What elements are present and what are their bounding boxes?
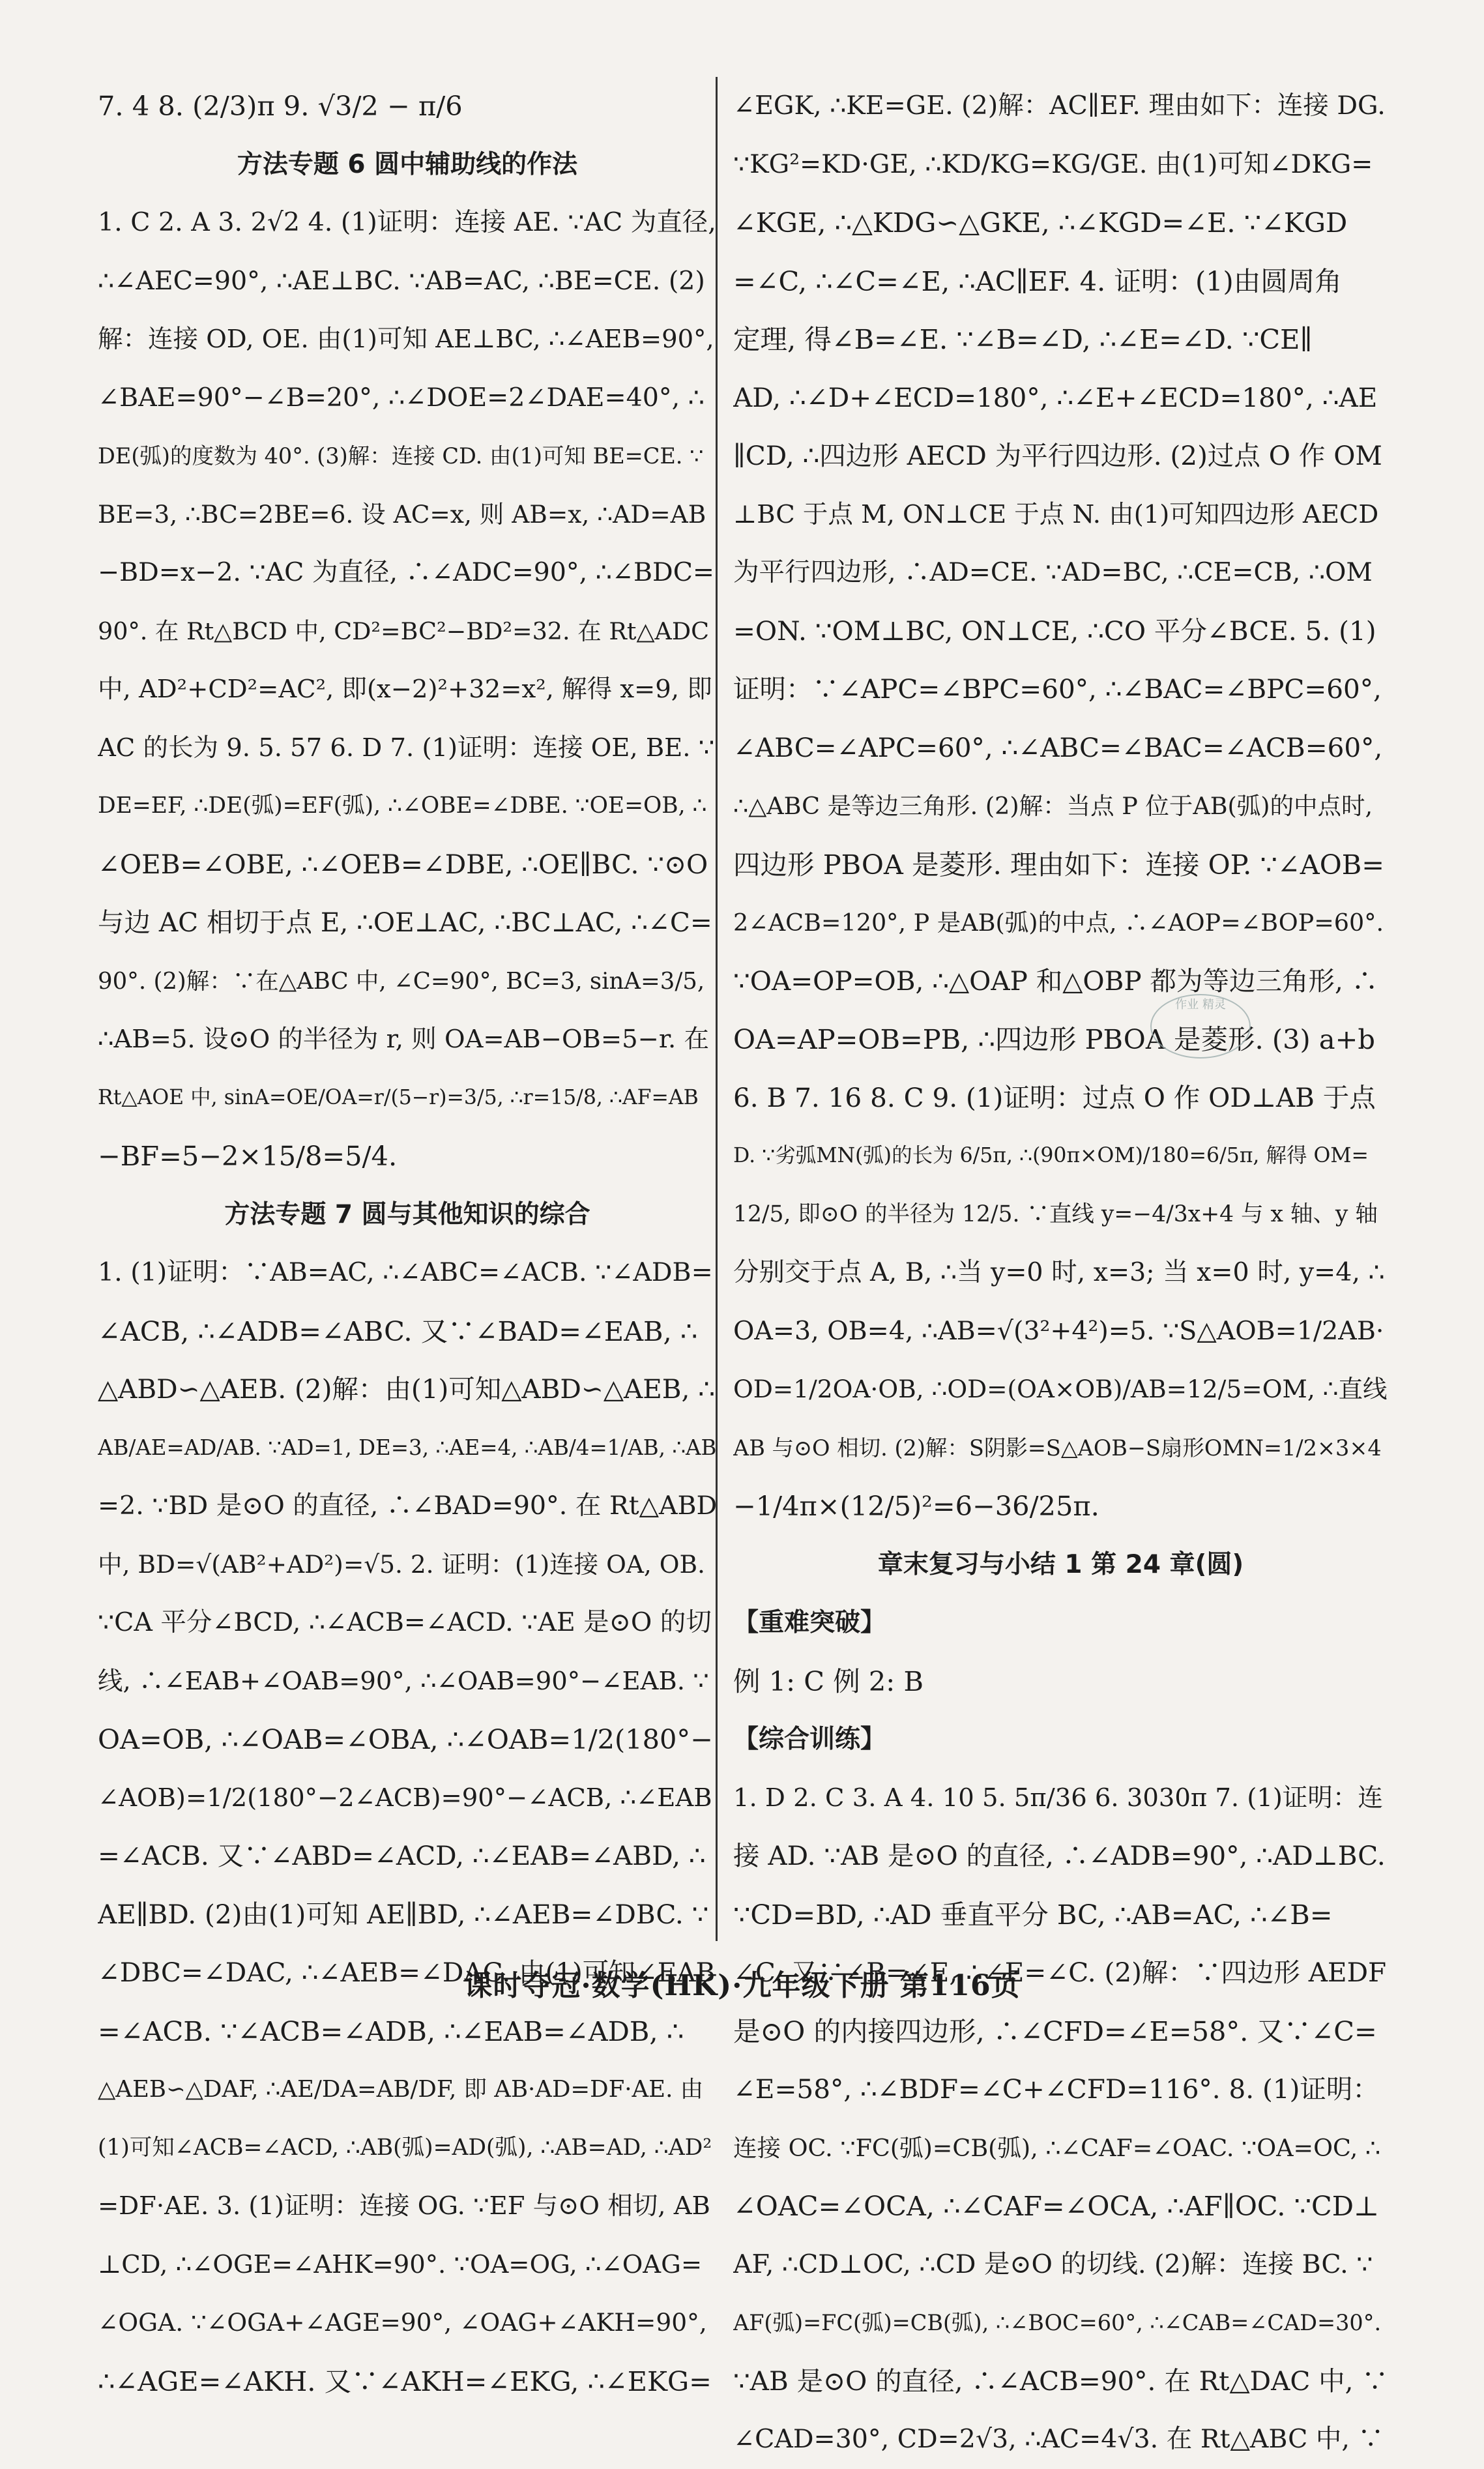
section-heading: 方法专题 6 圆中辅助线的作法	[237, 149, 578, 179]
text-line: DE(弧)的度数为 40°. (3)解：连接 CD. 由(1)可知 BE=CE. ∵	[98, 443, 704, 469]
text-line: ∠E=58°, ∴∠BDF=∠C+∠CFD=116°. 8. (1)证明：	[733, 2073, 1379, 2105]
text-line: AD, ∴∠D+∠ECD=180°, ∴∠E+∠ECD=180°, ∴AE	[733, 381, 1378, 413]
text-line: ∠KGE, ∴△KDG∽△GKE, ∴∠KGD=∠E. ∵∠KGD	[733, 207, 1348, 239]
text-line: 与边 AC 相切于点 E, ∴OE⊥AC, ∴BC⊥AC, ∴∠C=	[98, 907, 712, 938]
text-line: ∠BAE=90°−∠B=20°, ∴∠DOE=2∠DAE=40°, ∴	[98, 382, 705, 413]
text-line: 线, ∴∠EAB+∠OAB=90°, ∴∠OAB=90°−∠EAB. ∵	[98, 1666, 709, 1696]
text-line: −BD=x−2. ∵AC 为直径, ∴∠ADC=90°, ∴∠BDC=	[98, 557, 715, 587]
text-line: ∵AB 是⊙O 的直径, ∴∠ACB=90°. 在 Rt△DAC 中, ∵	[733, 2365, 1388, 2397]
text-line: ∠C. 又∵∠B=∠E, ∴∠E=∠C. (2)解：∵四边形 AEDF	[733, 1957, 1387, 1988]
text-line: ∵CD=BD, ∴AD 垂直平分 BC, ∴AB=AC, ∴∠B=	[733, 1898, 1333, 1931]
text-line: 连接 OC. ∵FC(弧)=CB(弧), ∴∠CAF=∠OAC. ∵OA=OC, ∴	[733, 2133, 1381, 2162]
text-line: OD=1/2OA·OB, ∴OD=(OA×OB)/AB=12/5=OM, ∴直线	[733, 1375, 1388, 1403]
text-line: DE=EF, ∴DE(弧)=EF(弧), ∴∠OBE=∠DBE. ∵OE=OB, ∴	[98, 793, 707, 819]
left-column	[98, 77, 717, 2410]
stamp-text: 作业 精灵	[1175, 998, 1226, 1012]
text-line: △ABD∽△AEB. (2)解：由(1)可知△ABD∽△AEB, ∴	[98, 1373, 716, 1405]
text-line: AB/AE=AD/AB. ∵AD=1, DE=3, ∴AE=4, ∴AB/4=1/AB, ∴AB	[98, 1435, 717, 1460]
text-line: AF, ∴CD⊥OC, ∴CD 是⊙O 的切线. (2)解：连接 BC. ∵	[733, 2249, 1373, 2279]
page-footer: 课时夺冠·数学(HK)·九年级下册 第116页	[463, 1969, 1021, 2002]
text-line: △AEB∽△DAF, ∴AE/DA=AB/DF, 即 AB·AD=DF·AE. 由	[98, 2076, 704, 2103]
text-line: ∠OAC=∠OCA, ∴∠CAF=∠OCA, ∴AF∥OC. ∵CD⊥	[733, 2190, 1380, 2222]
right-column	[733, 77, 1388, 2469]
text-line: 接 AD. ∵AB 是⊙O 的直径, ∴∠ADB=90°, ∴AD⊥BC.	[733, 1840, 1386, 1871]
section-heading: 章末复习与小结 1 第 24 章(圆)	[877, 1549, 1244, 1579]
text-line: 定理, 得∠B=∠E. ∵∠B=∠D, ∴∠E=∠D. ∵CE∥	[733, 323, 1313, 355]
watermark-stamp	[1150, 994, 1251, 1059]
text-line: ∠DBC=∠DAC, ∴∠AEB=∠DAC. 由(1)可知∠EAB	[98, 1957, 716, 1988]
text-line: AE∥BD. (2)由(1)可知 AE∥BD, ∴∠AEB=∠DBC. ∵	[98, 1898, 709, 1930]
text-line: ∴∠AGE=∠AKH. 又∵∠AKH=∠EKG, ∴∠EKG=	[98, 2365, 712, 2397]
text-line: ∴AB=5. 设⊙O 的半径为 r, 则 OA=AB−OB=5−r. 在	[98, 1025, 710, 1054]
text-line: ⊥CD, ∴∠OGE=∠AHK=90°. ∵OA=OG, ∴∠OAG=	[98, 2249, 703, 2279]
section-tag: 【综合训练】	[733, 1725, 886, 1754]
text-line: 1. C 2. A 3. 2√2 4. (1)证明：连接 AE. ∵AC 为直径,	[98, 207, 716, 237]
text-line: 1. D 2. C 3. A 4. 10 5. 5π/36 6. 3030π 7. (1)证明：连	[733, 1783, 1383, 1813]
text-line: ∠OGA. ∵∠OGA+∠AGE=90°, ∠OAG+∠AKH=90°,	[98, 2308, 707, 2337]
text-line: OA=OB, ∴∠OAB=∠OBA, ∴∠OAB=1/2(180°−	[98, 1723, 713, 1755]
text-line: AF(弧)=FC(弧)=CB(弧), ∴∠BOC=60°, ∴∠CAB=∠CAD=30°.	[733, 2310, 1382, 2335]
text-line: OA=3, OB=4, ∴AB=√(3²+4²)=5. ∵S△AOB=1/2AB·	[733, 1315, 1384, 1346]
text-line: 分别交于点 A, B, ∴当 y=0 时, x=3; 当 x=0 时, y=4, ∴	[733, 1257, 1385, 1287]
text-line: =DF·AE. 3. (1)证明：连接 OG. ∵EF 与⊙O 相切, AB	[98, 2191, 710, 2221]
text-line: ∴∠AEC=90°, ∴AE⊥BC. ∵AB=AC, ∴BE=CE. (2)	[98, 265, 705, 296]
text-line: 解：连接 OD, OE. 由(1)可知 AE⊥BC, ∴∠AEB=90°,	[98, 325, 714, 354]
text-line: (1)可知∠ACB=∠ACD, ∴AB(弧)=AD(弧), ∴AB=AD, ∴AD²	[98, 2134, 712, 2161]
text-line: ∠ABC=∠APC=60°, ∴∠ABC=∠BAC=∠ACB=60°,	[733, 731, 1383, 763]
text-line: =ON. ∵OM⊥BC, ON⊥CE, ∴CO 平分∠BCE. 5. (1)	[733, 615, 1376, 647]
text-line: −BF=5−2×15/8=5/4.	[98, 1140, 398, 1172]
text-line: ∠AOB)=1/2(180°−2∠ACB)=90°−∠ACB, ∴∠EAB	[98, 1783, 712, 1813]
text-line: AB 与⊙O 相切. (2)解：S阴影=S△AOB−S扇形OMN=1/2×3×4	[733, 1435, 1382, 1461]
text-line: ∵KG²=KD·GE, ∴KD/KG=KG/GE. 由(1)可知∠DKG=	[733, 149, 1373, 179]
section-tag: 【重难突破】	[733, 1608, 886, 1637]
text-line: OA=AP=OB=PB, ∴四边形 PBOA 是菱形. (3) a+b	[733, 1023, 1375, 1055]
section-heading: 方法专题 7 圆与其他知识的综合	[224, 1199, 590, 1229]
text-line: =∠C, ∴∠C=∠E, ∴AC∥EF. 4. 证明：(1)由圆周角	[733, 265, 1342, 297]
text-line: 90°. 在 Rt△BCD 中, CD²=BC²−BD²=32. 在 Rt△ADC	[98, 617, 710, 645]
text-line: 1. (1)证明：∵AB=AC, ∴∠ABC=∠ACB. ∵∠ADB=	[98, 1257, 713, 1287]
text-line: ∠ACB, ∴∠ADB=∠ABC. 又∵∠BAD=∠EAB, ∴	[98, 1315, 698, 1347]
text-line: 中, BD=√(AB²+AD²)=√5. 2. 证明：(1)连接 OA, OB.	[98, 1549, 705, 1579]
text-line: =2. ∵BD 是⊙O 的直径, ∴∠BAD=90°. 在 Rt△ABD	[98, 1491, 717, 1521]
text-line: 中, AD²+CD²=AC², 即(x−2)²+32=x², 解得 x=9, 即	[98, 675, 712, 704]
text-line: 为平行四边形, ∴AD=CE. ∵AD=BC, ∴CE=CB, ∴OM	[733, 557, 1373, 587]
text-line: −1/4π×(12/5)²=6−36/25π.	[733, 1490, 1099, 1522]
text-line: =∠ACB. 又∵∠ABD=∠ACD, ∴∠EAB=∠ABD, ∴	[98, 1840, 706, 1871]
text-line: AC 的长为 9. 5. 57 6. D 7. (1)证明：连接 OE, BE. ∵	[98, 733, 715, 763]
text-line: ⊥BC 于点 M, ON⊥CE 于点 N. 由(1)可知四边形 AECD	[733, 499, 1379, 529]
text-line: 90°. (2)解：∵在△ABC 中, ∠C=90°, BC=3, sinA=3/5,	[98, 967, 705, 995]
text-line: ∠CAD=30°, CD=2√3, ∴AC=4√3. 在 Rt△ABC 中, ∵	[733, 2424, 1384, 2454]
text-line: ∵CA 平分∠BCD, ∴∠ACB=∠ACD. ∵AE 是⊙O 的切	[98, 1607, 712, 1637]
text-line: ∥CD, ∴四边形 AECD 为平行四边形. (2)过点 O 作 OM	[733, 440, 1382, 471]
text-line: Rt△AOE 中, sinA=OE/OA=r/(5−r)=3/5, ∴r=15/8, ∴AF=AB	[98, 1085, 699, 1109]
text-line: ∠EGK, ∴KE=GE. (2)解：AC∥EF. 理由如下：连接 DG.	[733, 91, 1386, 121]
text-line: 例 1: C 例 2: B	[733, 1665, 924, 1697]
text-line: 四边形 PBOA 是菱形. 理由如下：连接 OP. ∵∠AOB=	[733, 848, 1385, 881]
text-line: 证明：∵∠APC=∠BPC=60°, ∴∠BAC=∠BPC=60°,	[733, 673, 1382, 705]
text-line: BE=3, ∴BC=2BE=6. 设 AC=x, 则 AB=x, ∴AD=AB	[98, 499, 706, 529]
text-line: =∠ACB. ∵∠ACB=∠ADB, ∴∠EAB=∠ADB, ∴	[98, 2015, 684, 2047]
text-line: D. ∵劣弧MN(弧)的长为 6/5π, ∴(90π×OM)/180=6/5π, 解得 OM=	[733, 1144, 1369, 1167]
text-line: 是⊙O 的内接四边形, ∴∠CFD=∠E=58°. 又∵∠C=	[733, 2015, 1377, 2047]
text-line: ∠OEB=∠OBE, ∴∠OEB=∠DBE, ∴OE∥BC. ∵⊙O	[98, 848, 708, 880]
text-line: 2∠ACB=120°, P 是AB(弧)的中点, ∴∠AOP=∠BOP=60°.	[733, 909, 1384, 937]
text-line: ∵OA=OP=OB, ∴△OAP 和△OBP 都为等边三角形, ∴	[733, 965, 1378, 997]
text-line: 12/5, 即⊙O 的半径为 12/5. ∵直线 y=−4/3x+4 与 x 轴、y 轴	[733, 1201, 1378, 1227]
text-line: 7. 4 8. (2/3)π 9. √3/2 − π/6	[98, 90, 463, 122]
text-line: ∴△ABC 是等边三角形. (2)解：当点 P 位于AB(弧)的中点时,	[733, 792, 1373, 820]
text-line: 6. B 7. 16 8. C 9. (1)证明：过点 O 作 OD⊥AB 于点	[733, 1081, 1376, 1113]
